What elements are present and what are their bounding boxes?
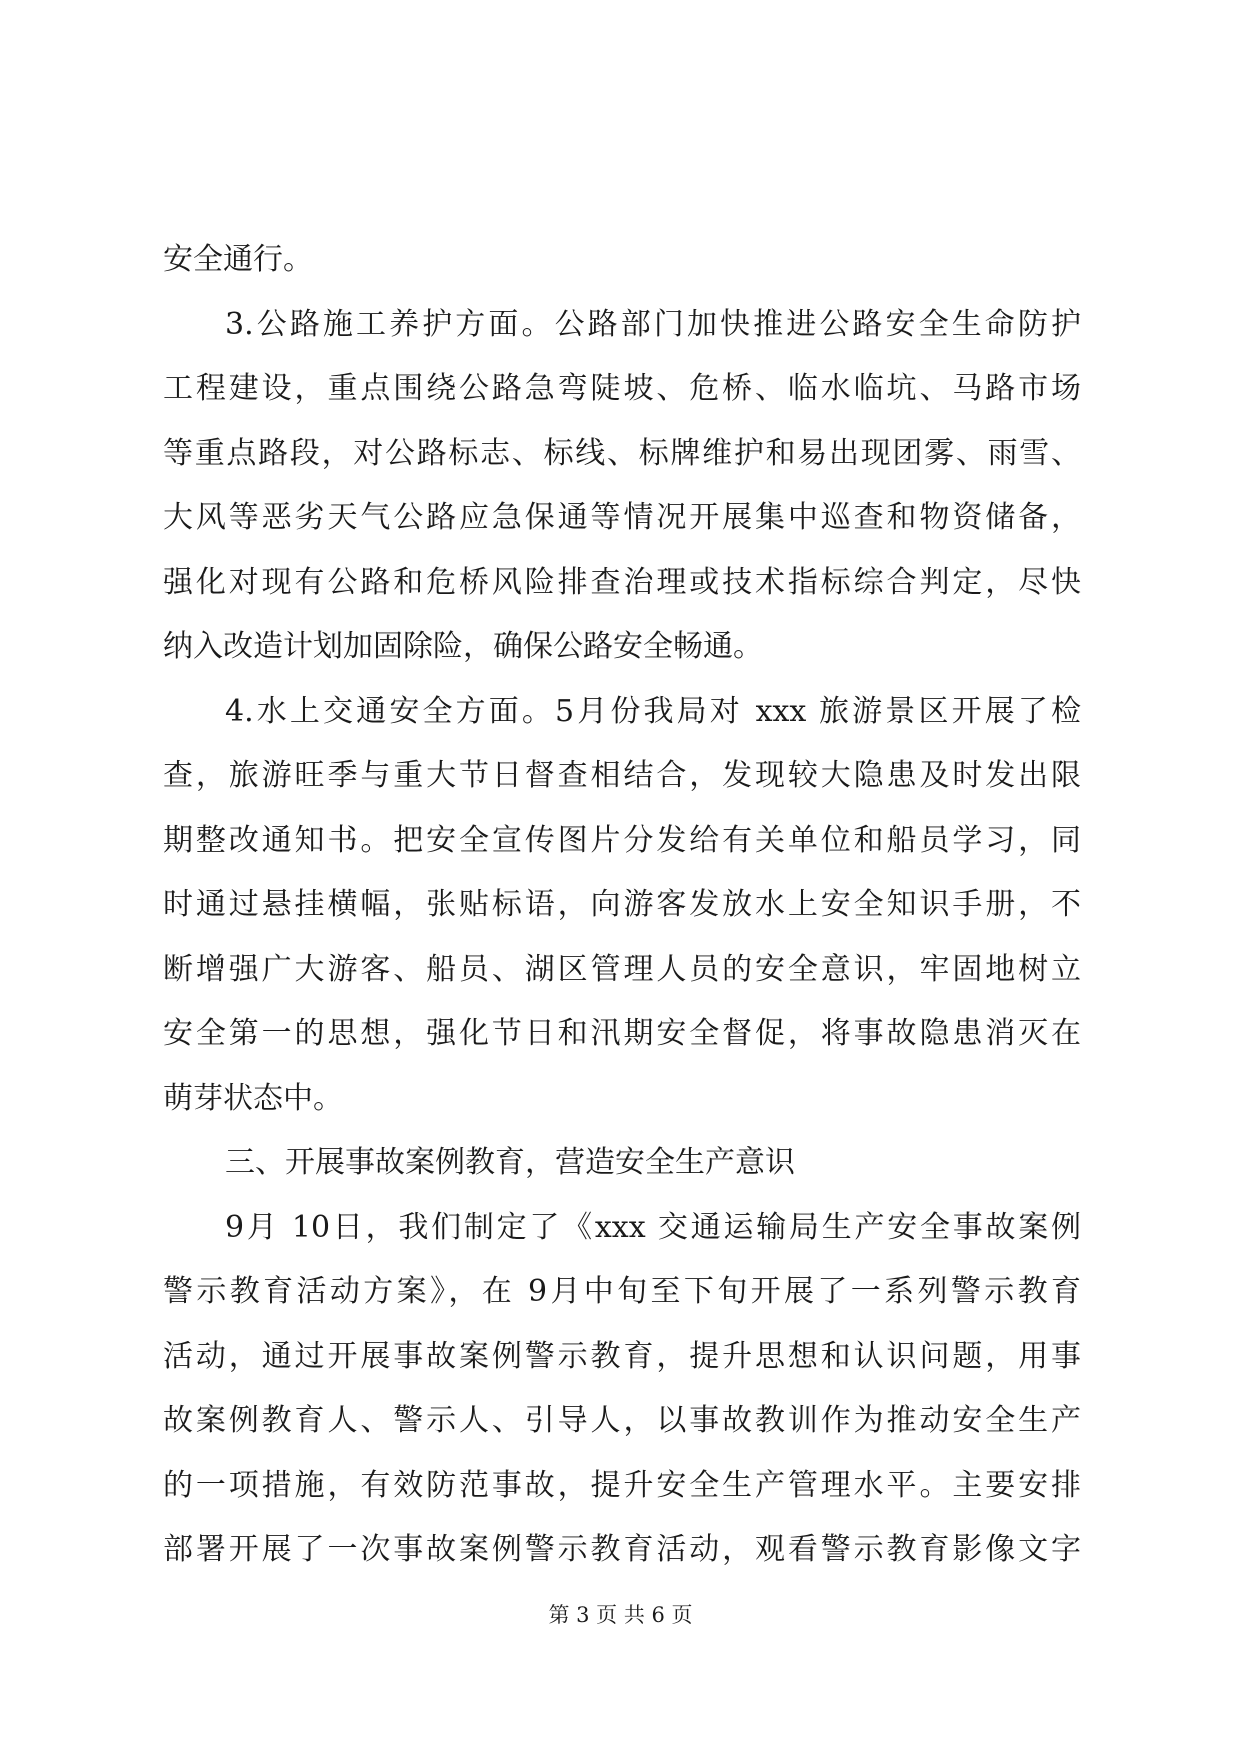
text-line: 期整改通知书。把安全宣传图片分发给有关单位和船员学习，同 <box>163 822 1081 858</box>
text-line: 查，旅游旺季与重大节日督查相结合，发现较大隐患及时发出限 <box>163 758 1081 793</box>
text-line: 萌芽状态中。 <box>163 1080 343 1116</box>
text-line: 部署开展了一次事故案例警示教育活动，观看警示教育影像文字 <box>163 1532 1081 1567</box>
text-line: 4.水上交通安全方面。5月份我局对 xxx 旅游景区开展了检 <box>225 693 1081 729</box>
text-line: 工程建设，重点围绕公路急弯陡坡、危桥、临水临坑、马路市场 <box>163 371 1081 406</box>
text-line: 故案例教育人、警示人、引导人，以事故教训作为推动安全生产 <box>163 1403 1081 1438</box>
page-number-label: 第 3 页 共 6 页 <box>548 1603 693 1627</box>
text-line: 强化对现有公路和危桥风险排查治理或技术指标综合判定，尽快 <box>163 564 1081 600</box>
text-line: 等重点路段，对公路标志、标线、标牌维护和易出现团雾、雨雪、 <box>163 435 1081 471</box>
text-line: 9月 10日，我们制定了《xxx 交通运输局生产安全事故案例 <box>225 1209 1081 1245</box>
text-line: 安全第一的思想，强化节日和汛期安全督促，将事故隐患消灭在 <box>163 1016 1081 1051</box>
body-text <box>163 228 1081 1583</box>
text-line: 的一项措施，有效防范事故，提升安全生产管理水平。主要安排 <box>163 1467 1081 1503</box>
text-line: 断增强广大游客、船员、湖区管理人员的安全意识，牢固地树立 <box>163 951 1081 987</box>
text-line: 3.公路施工养护方面。公路部门加快推进公路安全生命防护 <box>225 306 1081 342</box>
text-line: 活动，通过开展事故案例警示教育，提升思想和认识问题，用事 <box>163 1338 1081 1374</box>
section-heading: 三、开展事故案例教育，营造安全生产意识 <box>225 1145 795 1180</box>
text-line: 时通过悬挂横幅，张贴标语，向游客发放水上安全知识手册，不 <box>163 887 1081 922</box>
page-footer <box>0 1600 1241 1630</box>
text-line: 纳入改造计划加固除险，确保公路安全畅通。 <box>163 629 763 664</box>
text-line: 安全通行。 <box>163 242 313 277</box>
text-line: 警示教育活动方案》，在 9月中旬至下旬开展了一系列警示教育 <box>163 1274 1081 1309</box>
text-line: 大风等恶劣天气公路应急保通等情况开展集中巡查和物资储备， <box>163 500 1081 535</box>
